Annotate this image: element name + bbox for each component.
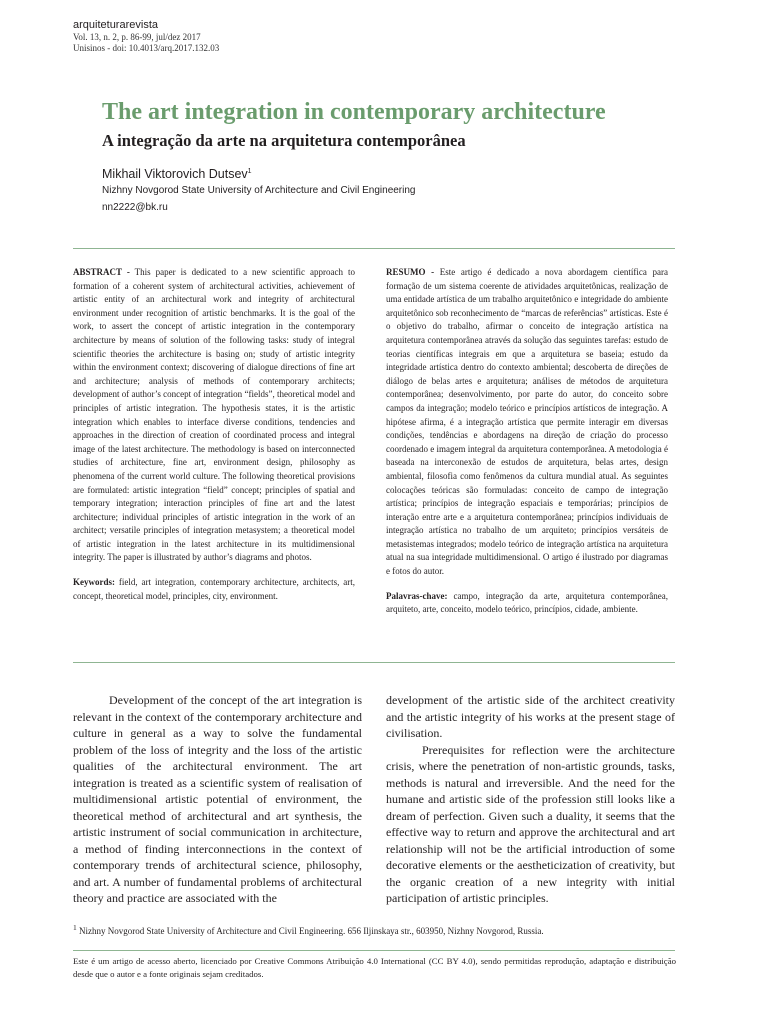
palavras-chave-paragraph (386, 590, 668, 617)
journal-name: arquiteturarevista (73, 19, 158, 31)
license-notice: Este é um artigo de acesso aberto, licenciado por Creative Commons Atribuição 4.0 International (CC BY 4.0), sendo permitidas reprodução, adaptação e distribuição desde que o autor e a fonte originais sejam creditados. (73, 956, 676, 979)
abstract-portuguese (386, 266, 668, 617)
author-name-line (102, 164, 416, 182)
author-footnote-mark: 1 (247, 168, 252, 175)
resumo-text: Este artigo é dedicado a nova abordagem científica para formação de um sistema coerente de atividades arquitetônicas, realização de uma entidade artística de um trabalho arquitetônico e integridade do ambiente arquitetônico sob reconhecimento de “marcas de referências” artísticas. Este é o objetivo do trabalho, afirmar o conceito de integração artística na arquitetura contemporânea através da solução das seguintes tarefas: estudo de teorias científicas integrais em que a arquitetura se baseia; estudo da integridade artística dentro do contexto ambiental; descoberta de direções de diálogo de belas artes e arquitetura; análises de métodos de arquitetura contemporânea; desenvolvimento, por parte do autor, do conceito sobre campos da integração; modelo teórico e princípios artísticos de integração. A hipótese afirma, é a integração artística que permite interagir em diversas condições, tendências e abordagens na direção de criação do processo coordenado e imagem integral da arquitetura contemporânea. A metodologia é baseada na interconexão de estudos de arquitetura, belas artes, design ambiental, filosofia como fenômenos da cultura mundial atual. As seguintes colocações teóricas são formuladas: conceito de campo de integração artística; princípios de integração espaciais e temporárias; princípios de interação entre arte e a arquitetura contemporânea; princípios individuais de integração artística no trabalho de um arquiteto; princípios versáteis de metasistemas integrados; modelo teórico de integração artística na arquitetura atual na sua integridade multidimensional. O artigo é ilustrado por diagramas e fotos do autor. (386, 267, 668, 577)
author-block (102, 164, 416, 216)
header-divider (73, 248, 675, 249)
author-name: Mikhail Viktorovich Dutsev (102, 167, 248, 182)
license-divider (73, 950, 675, 951)
body-paragraph: Development of the concept of the art integration is relevant in the context of the contemporary architecture and culture in general as a way to solve the fundamental problem of the loss of integrity and the loss of the artistic qualities of the architectural environment. The art integration is treated as a scientific system of realisation of multidimensional artistic potential of environment, the theoretical method of architectural and art synthesis, the artistic instrument of social communication in architecture, a method of finding interconnections in the context of contemporary trends of architectural science, philosophy, and art. A number of fundamental problems of architectural theory and practice are associated with the (73, 693, 362, 905)
body-column-right (386, 692, 675, 907)
journal-doi: Unisinos - doi: 10.4013/arq.2017.132.03 (73, 43, 220, 53)
article-subtitle: A integração da arte na arquitetura contemporânea (102, 131, 466, 150)
author-affiliation: Nizhny Novgorod State University of Architecture and Civil Engineering (102, 185, 416, 197)
journal-volume: Vol. 13, n. 2, p. 86-99, jul/dez 2017 (73, 32, 201, 42)
abstract-english (73, 266, 355, 603)
keywords-paragraph (73, 576, 355, 603)
author-email[interactable]: nn2222@bk.ru (102, 202, 168, 214)
keywords-label: Keywords: (73, 577, 115, 588)
body-paragraph: development of the artistic side of the architect creativity and the artistic integrity of his works at the present stage of civilisation. (386, 693, 675, 740)
resumo-label: RESUMO - (386, 267, 435, 277)
keywords-text: field, art integration, contemporary architecture, architects, art, concept, theoretical model, principles, city, environment. (73, 577, 355, 601)
abstract-divider (73, 662, 675, 663)
resumo-paragraph (386, 266, 668, 579)
abstract-label: ABSTRACT - (73, 267, 130, 277)
journal-header (73, 19, 219, 54)
body-column-left (73, 692, 362, 907)
footnote-text: Nizhny Novgorod State University of Architecture and Civil Engineering. 656 Iljinskaya str., 603950, Nizhny Novgorod, Russia. (79, 926, 544, 936)
footnote (73, 922, 544, 937)
palavras-chave-text: campo, integração da arte, arquitetura contemporânea, arquiteto, arte, conceito, modelo teórico, princípios, cidade, ambiente. (386, 590, 668, 615)
abstract-text: This paper is dedicated to a new scientific approach to formation of a coherent system of architectural activities, achievement of artistic entity of an architectural work and integrity of architectural environment under recognition of artistic benchmarks. It is the goal of the work, to assert the concept of artistic integration in the contemporary architecture by means of solution of the following tasks: study of integral scientific theories the architecture is basing on; study of artistic integrity within the environment context; discovering of dialogue directions of fine art and architecture; analysis of methods of contemporary architects; development of author’s concept of integration “fields”, theoretical model and principles of artistic integration. The hypothesis states, it is the artistic integration which enables to interface diverse conditions, tendencies and approaches in the direction of creation of coordinated process and integral image of the latest architecture. The methodology is based on interconnected studies of architecture, fine art, environment design, philosophy as phenomena of the current world culture. The following theoretical provisions are formulated: artistic integration “field” concept; principles of spatial and temporary integration; interaction principles of fine art and the latest architecture; individual principles of artistic integration in the work of an architect; versatile principles of integration metasystem; a theoretical model of artistic integration in the latest architecture in its multidimensional integrity. The paper is illustrated by author’s diagrams and photos. (73, 267, 355, 563)
article-title: The art integration in contemporary architecture (102, 99, 606, 125)
body-paragraph: Prerequisites for reflection were the architecture crisis, where the penetration of non-artistic grounds, tasks, methods is natural and irreversible. And the need for the humane and artistic side of the profession still looks like a dream of perfection. Given such a duality, it seems that the effective way to return and approve the architectural and art relationship will not be the artificial introduction of some decorative elements or the aestheticization of creativity, but the organic creation of a new integrity with initial participation of artistic principles. (386, 742, 675, 905)
abstract-paragraph (73, 266, 355, 565)
footnote-mark: 1 (73, 923, 77, 932)
palavras-chave-label: Palavras-chave: (386, 590, 448, 601)
